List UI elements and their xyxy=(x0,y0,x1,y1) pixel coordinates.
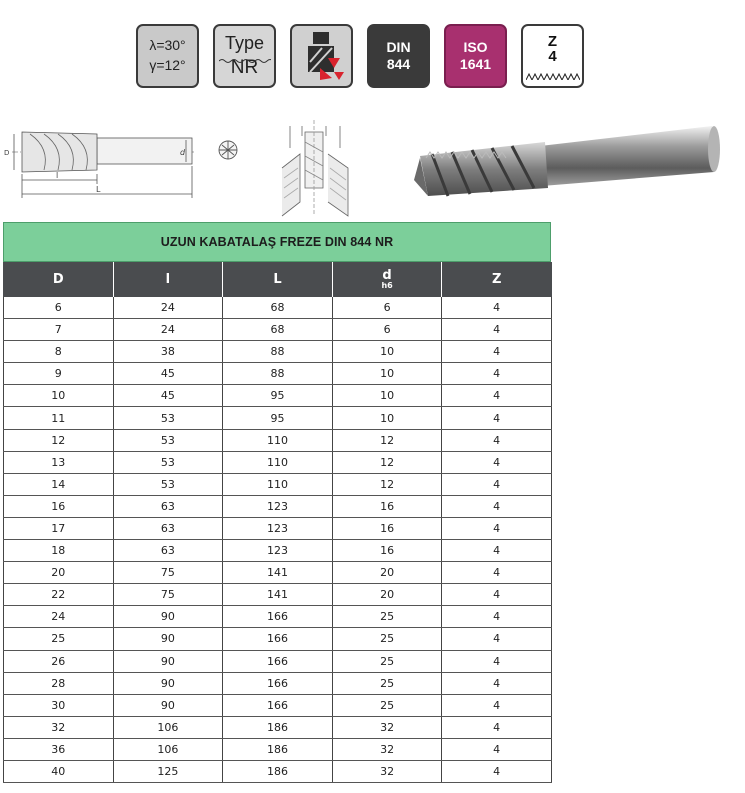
table-row xyxy=(4,562,552,584)
cell-L: 68 xyxy=(223,297,333,319)
table-body xyxy=(4,297,552,783)
cell-d: 16 xyxy=(332,517,442,539)
dimension-l: l xyxy=(56,171,59,180)
cell-d: 10 xyxy=(332,341,442,363)
cell-D: 14 xyxy=(4,473,114,495)
cell-D: 20 xyxy=(4,562,114,584)
table-row xyxy=(4,517,552,539)
table-row xyxy=(4,672,552,694)
cell-D: 24 xyxy=(4,606,114,628)
cell-Z: 4 xyxy=(442,473,552,495)
table-row xyxy=(4,650,552,672)
cell-D: 6 xyxy=(4,297,114,319)
z-label: Z xyxy=(547,33,558,50)
cell-D: 25 xyxy=(4,628,114,650)
lambda-angle: λ=30° xyxy=(149,37,186,54)
cell-d: 12 xyxy=(332,429,442,451)
cell-L: 166 xyxy=(223,672,333,694)
cell-Z: 4 xyxy=(442,760,552,782)
cell-d: 10 xyxy=(332,363,442,385)
cell-Z: 4 xyxy=(442,363,552,385)
cell-D: 28 xyxy=(4,672,114,694)
cell-L: 123 xyxy=(223,517,333,539)
cell-D: 8 xyxy=(4,341,114,363)
cell-Z: 4 xyxy=(442,517,552,539)
cell-L: 141 xyxy=(223,562,333,584)
cell-l: 45 xyxy=(113,363,223,385)
cell-Z: 4 xyxy=(442,562,552,584)
end-mill-photo xyxy=(414,126,720,196)
table-row xyxy=(4,606,552,628)
table-row xyxy=(4,495,552,517)
header-Z: Z xyxy=(442,262,552,297)
cell-Z: 4 xyxy=(442,584,552,606)
cell-L: 88 xyxy=(223,341,333,363)
cell-D: 9 xyxy=(4,363,114,385)
side-view-drawing xyxy=(12,132,195,198)
dimensions-table xyxy=(3,262,552,783)
table-row xyxy=(4,363,552,385)
cell-l: 90 xyxy=(113,650,223,672)
cell-L: 123 xyxy=(223,540,333,562)
table-row xyxy=(4,584,552,606)
cell-L: 95 xyxy=(223,407,333,429)
cell-l: 24 xyxy=(113,319,223,341)
cell-D: 12 xyxy=(4,429,114,451)
cell-l: 53 xyxy=(113,407,223,429)
cell-d: 32 xyxy=(332,760,442,782)
cell-d: 25 xyxy=(332,672,442,694)
cell-d: 25 xyxy=(332,606,442,628)
cell-l: 53 xyxy=(113,429,223,451)
table-row xyxy=(4,540,552,562)
cell-Z: 4 xyxy=(442,650,552,672)
cell-Z: 4 xyxy=(442,540,552,562)
cell-D: 11 xyxy=(4,407,114,429)
table-row xyxy=(4,451,552,473)
cell-L: 95 xyxy=(223,385,333,407)
cell-d: 20 xyxy=(332,562,442,584)
gamma-angle: γ=12° xyxy=(149,57,186,73)
cell-d: 16 xyxy=(332,495,442,517)
type-badge xyxy=(213,24,276,88)
cell-Z: 4 xyxy=(442,694,552,716)
dimension-L: L xyxy=(96,185,101,194)
din-standard-badge xyxy=(367,24,430,88)
cell-d: 6 xyxy=(332,297,442,319)
cell-l: 53 xyxy=(113,451,223,473)
cell-l: 75 xyxy=(113,584,223,606)
end-view-drawing xyxy=(219,141,237,159)
table-row xyxy=(4,473,552,495)
cell-l: 125 xyxy=(113,760,223,782)
table-row xyxy=(4,694,552,716)
cell-Z: 4 xyxy=(442,628,552,650)
helix-rake-angle-badge xyxy=(136,24,199,88)
iso-number: 1641 xyxy=(459,56,492,72)
cell-l: 63 xyxy=(113,495,223,517)
end-mill-geometry-icon xyxy=(290,24,353,88)
cell-L: 110 xyxy=(223,451,333,473)
header-d-tolerance: h6 xyxy=(381,281,393,290)
technical-drawings xyxy=(0,118,745,218)
cell-D: 26 xyxy=(4,650,114,672)
cell-L: 110 xyxy=(223,429,333,451)
wavy-line-icon xyxy=(219,58,271,64)
cell-L: 166 xyxy=(223,606,333,628)
cell-L: 68 xyxy=(223,319,333,341)
cell-l: 106 xyxy=(113,716,223,738)
cell-l: 45 xyxy=(113,385,223,407)
header-d-label: d xyxy=(382,268,392,283)
cell-l: 75 xyxy=(113,562,223,584)
type-value: NR xyxy=(230,57,259,78)
cell-D: 40 xyxy=(4,760,114,782)
cell-d: 25 xyxy=(332,650,442,672)
dimension-D: D xyxy=(4,149,10,157)
serrated-edge-icon xyxy=(526,72,580,80)
cell-L: 166 xyxy=(223,650,333,672)
cell-l: 63 xyxy=(113,517,223,539)
table-row xyxy=(4,738,552,760)
table-row xyxy=(4,760,552,782)
table-row xyxy=(4,407,552,429)
cell-d: 32 xyxy=(332,738,442,760)
cell-l: 53 xyxy=(113,473,223,495)
cell-L: 123 xyxy=(223,495,333,517)
table-row xyxy=(4,319,552,341)
cell-d: 25 xyxy=(332,628,442,650)
cell-Z: 4 xyxy=(442,716,552,738)
cell-l: 106 xyxy=(113,738,223,760)
cell-l: 90 xyxy=(113,694,223,716)
cell-Z: 4 xyxy=(442,495,552,517)
cell-d: 12 xyxy=(332,473,442,495)
cell-Z: 4 xyxy=(442,297,552,319)
cell-Z: 4 xyxy=(442,672,552,694)
cell-D: 7 xyxy=(4,319,114,341)
header-L: L xyxy=(223,262,333,297)
cell-d: 6 xyxy=(332,319,442,341)
table-row xyxy=(4,628,552,650)
table-row xyxy=(4,385,552,407)
cell-Z: 4 xyxy=(442,429,552,451)
table-header-row xyxy=(4,262,552,297)
flute-count-badge xyxy=(521,24,584,88)
table-row xyxy=(4,716,552,738)
cell-D: 36 xyxy=(4,738,114,760)
cell-Z: 4 xyxy=(442,341,552,363)
header-d xyxy=(332,262,442,297)
cell-d: 16 xyxy=(332,540,442,562)
cell-d: 20 xyxy=(332,584,442,606)
cell-Z: 4 xyxy=(442,451,552,473)
header-l: l xyxy=(113,262,223,297)
cell-l: 24 xyxy=(113,297,223,319)
cell-d: 10 xyxy=(332,407,442,429)
cell-D: 22 xyxy=(4,584,114,606)
iso-label: ISO xyxy=(463,39,488,55)
cell-l: 38 xyxy=(113,341,223,363)
cell-D: 13 xyxy=(4,451,114,473)
cell-Z: 4 xyxy=(442,606,552,628)
cell-D: 30 xyxy=(4,694,114,716)
din-number: 844 xyxy=(386,56,411,72)
cell-D: 10 xyxy=(4,385,114,407)
cell-L: 110 xyxy=(223,473,333,495)
cell-L: 186 xyxy=(223,716,333,738)
cell-l: 90 xyxy=(113,606,223,628)
table-title: UZUN KABATALAŞ FREZE DIN 844 NR xyxy=(3,222,551,262)
cell-Z: 4 xyxy=(442,385,552,407)
cell-d: 10 xyxy=(332,385,442,407)
cell-D: 32 xyxy=(4,716,114,738)
cell-l: 90 xyxy=(113,672,223,694)
cell-L: 88 xyxy=(223,363,333,385)
cell-L: 141 xyxy=(223,584,333,606)
table-row xyxy=(4,297,552,319)
spec-badges xyxy=(136,24,584,88)
cell-d: 32 xyxy=(332,716,442,738)
cell-d: 25 xyxy=(332,694,442,716)
header-D: D xyxy=(4,262,114,297)
cell-Z: 4 xyxy=(442,738,552,760)
table-row xyxy=(4,429,552,451)
cell-l: 90 xyxy=(113,628,223,650)
cell-d: 12 xyxy=(332,451,442,473)
cutting-view-drawing xyxy=(282,120,348,216)
cell-L: 166 xyxy=(223,694,333,716)
z-value: 4 xyxy=(548,48,557,65)
dimension-d: d xyxy=(180,148,186,157)
cell-L: 186 xyxy=(223,760,333,782)
table-row xyxy=(4,341,552,363)
cell-Z: 4 xyxy=(442,319,552,341)
cell-D: 18 xyxy=(4,540,114,562)
cell-Z: 4 xyxy=(442,407,552,429)
type-label: Type xyxy=(224,33,265,53)
iso-standard-badge xyxy=(444,24,507,88)
cell-D: 17 xyxy=(4,517,114,539)
cell-L: 166 xyxy=(223,628,333,650)
cell-l: 63 xyxy=(113,540,223,562)
din-label: DIN xyxy=(386,39,411,55)
cell-L: 186 xyxy=(223,738,333,760)
dimensions-table-container xyxy=(3,222,551,783)
cell-D: 16 xyxy=(4,495,114,517)
